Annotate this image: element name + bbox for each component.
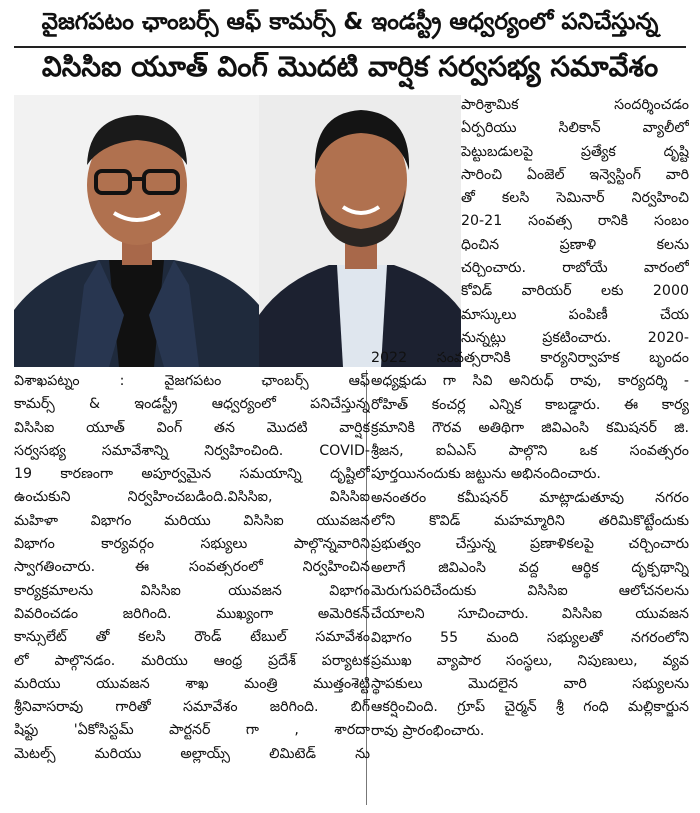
text-line: విభాగం కార్యవర్గం సభ్యులు పాల్గొన్నవారిని [14, 536, 370, 553]
text-line: అధ్యక్షుడు గా సివి అనిరుధ్ రావు, కార్యదర్శి - [371, 373, 689, 390]
text-line: లో పాల్గొనడం. మరియు ఆంధ్ర ప్రదేశ్ పర్యాటక [14, 652, 370, 669]
text-line: శ్రీజన, ఐఏఎస్ పాల్గొని ఒక సంవత్సరం [371, 443, 689, 460]
text-line: స్థాపకులు మొదలైన వారి సభ్యులను [371, 676, 689, 693]
headline-line-1: వైజగపటం ఛాంబర్స్ ఆఫ్ కామర్స్ & ఇండస్ట్రీ ఆధ్వర్యంలో పనిచేస్తున్న [41, 9, 659, 35]
text-line: అనంతరం కమీషనర్ మాట్లాడుతూవు నగరం [371, 489, 689, 506]
text-line: 20-21 సంవత్స రానికి సంబం [461, 213, 689, 230]
text-line: తో కలసి సెమినార్ నిర్వహించి [461, 190, 689, 207]
text-line: స్వాగతించారు. ఈ సంవత్సరంలో నిర్వహించిన [14, 559, 370, 576]
text-line: ధించిన ప్రణాళి కలను [461, 236, 689, 253]
text-line: సర్వసభ్య సమావేశాన్ని నిర్వహించింది. COVID- [14, 442, 370, 459]
text-line: షిఫ్టు 'ఏకోసిస్టమ్ పార్టనర్ గా , శారదా [14, 722, 370, 739]
text-line: ఆకర్షించింది. గ్రూప్ చైర్మన్ శ్రీ గంధి మల్లికార్జున [371, 699, 689, 716]
article-column-left [14, 370, 370, 766]
text-line: కాన్సులేట్ తో కలసి రౌండ్ టేబుల్ సమావేశం [14, 629, 370, 646]
text-line: రావు ప్రారంభించారు. [371, 722, 485, 739]
photo-person-2 [259, 95, 461, 367]
text-line: పెట్టుబడులపై ప్రత్యేక దృష్టి [461, 143, 689, 160]
text-line: వివరించడం జరిగింది. ముఖ్యంగా అమెరికన్ [14, 605, 370, 622]
headline-line-2: విసిసిఐ యూత్ వింగ్ మొదటి వార్షిక సర్వసభ్య సమావేశం [41, 50, 659, 83]
text-line: విశాఖపట్నం : వైజగపటం ఛాంబర్స్ ఆఫ్ [14, 373, 370, 389]
text-line: ప్రముఖ వ్యాపార సంస్థలు, నిపుణులు, వ్యవ [371, 652, 689, 669]
text-line: మహిళా విభాగం మరియు విసిసిఐ యువజన [14, 512, 370, 529]
text-line: కోవిడ్ వారియర్ లకు 2000 [461, 283, 689, 300]
text-line: చర్చించారు. రాబోయే వారంలో [461, 260, 689, 277]
text-line: శ్రీనివాసరావు గారితో సమావేశం జరిగింది. బిగ్ [14, 699, 370, 716]
text-line: మెరుగుపరిచేందుకు విసిసిఐ ఆలోచనలను [371, 582, 689, 599]
text-line: పూర్తయినందుకు జట్టును అభినందించారు. [371, 466, 601, 483]
text-line: కామర్స్ & ఇండస్ట్రీ ఆధ్వర్యంలో పనిచేస్తున్న [14, 396, 370, 413]
text-line: 2022 సంవత్సరానికి కార్యనిర్వాహక బృందం [371, 350, 689, 366]
text-line: పారిశ్రామిక సందర్శించడం [461, 97, 689, 113]
text-line: క్రమానికి గౌరవ అతిథిగా జివిఎంసి కమిషనర్ జి. [371, 419, 689, 436]
text-line: 19 కారణంగా అపూర్వమైన సమయాన్ని దృష్టిలో [14, 466, 370, 483]
text-line: లోని కొవిడ్ మహమ్మారిని తరిమికొట్టేందుకు [371, 513, 689, 530]
text-line: చేయాలని సూచించారు. విసిసిఐ యువజన [371, 606, 689, 623]
text-line: సారించి ఏంజెల్ ఇన్వెస్టింగ్ వారి [461, 166, 689, 183]
article-column-right-bottom [371, 347, 689, 743]
text-line: విసిసిఐ యూత్ వింగ్ తన మొదటి వార్షిక [14, 419, 370, 436]
text-line: రోహిత్ కంచర్ల ఎన్నిక కాబడ్డారు. ఈ కార్య [371, 396, 689, 413]
text-line: అలాగే జివిఎంసి వద్ద ఆర్థిక దృక్పథాన్ని [371, 559, 689, 576]
text-line: ఏర్పరియు సిలికాన్ వ్యాలీలో [461, 120, 689, 137]
text-line: మెటల్స్ మరియు అల్లాయ్స్ లిమిటెడ్ ను [14, 745, 370, 762]
text-line: నున్నట్లు ప్రకటించారు. 2020- [461, 329, 689, 346]
article-column-right-top [461, 94, 689, 350]
text-line: ఉంచుకుని నిర్వహించబడింది.విసిసిఐ, విసిసిఐ [14, 489, 370, 506]
photo-person-1 [14, 95, 259, 367]
text-line: విభాగం 55 మంది సభ్యులతో నగరంలోని [371, 629, 689, 646]
text-line: మరియు యువజన శాఖ మంత్రి ముత్తంశెట్టి [14, 675, 370, 692]
text-line: మాస్కులు పంపిణీ చేయ [461, 306, 689, 323]
text-line: ప్రభుత్వం చేస్తున్న ప్రణాళికలపై చర్చించారు [371, 536, 689, 553]
text-line: కార్యక్రమాలను విసిసిఐ యువజన విభాగం [14, 582, 370, 599]
